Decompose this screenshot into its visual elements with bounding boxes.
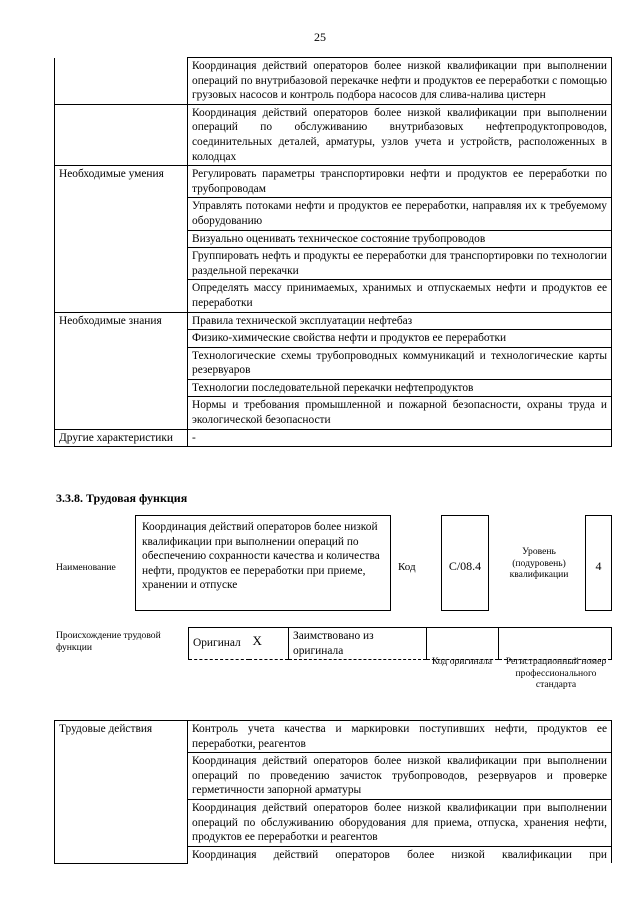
list-item: Координация действий операторов более низкой квалификации при выполнении операций по обслуживанию оборудования для приема, отпуска, хранения нефти, продуктов ее переработки и реагентов (188, 799, 612, 846)
list-item: Определять массу принимаемых, хранимых и отпускаемых нефти и продуктов ее переработки (188, 280, 612, 312)
reg-caption: Регистрационный номер профессионального стандарта (505, 656, 607, 690)
section-title: 3.3.8. Трудовая функция (56, 491, 188, 505)
list-item: Правила технической эксплуатации нефтебаз (188, 312, 612, 330)
code-box (441, 515, 489, 611)
list-item: Технологии последовательной перекачки нефтепродуктов (188, 379, 612, 397)
list-item: Визуально оценивать техническое состояние трубопроводов (188, 230, 612, 248)
code-caption: Код оригинала (431, 656, 493, 667)
original-mark: X (249, 628, 289, 660)
competency-table (54, 57, 612, 447)
level-value: 4 (595, 559, 602, 573)
list-item: Регулировать параметры транспортировки нефти и продуктов ее переработки по трубопроводам (188, 166, 612, 198)
list-item: Контроль учета качества и маркировки поступивших нефти, продуктов ее переработки, реагентов (188, 721, 612, 753)
table-cell-empty (55, 104, 188, 165)
knowledge-label: Необходимые знания (55, 312, 188, 429)
list-item: Физико-химические свойства нефти и продуктов ее переработки (188, 330, 612, 348)
code-value: С/08.4 (448, 559, 482, 573)
level-box (585, 515, 612, 611)
actions-table (54, 720, 612, 864)
reg-number-cell (499, 628, 612, 660)
table-row (55, 166, 612, 198)
table-row (55, 104, 612, 165)
list-item: Координация действий операторов более низкой квалификации при (188, 846, 612, 863)
list-item: Технологические схемы трубопроводных коммуникаций и технологические карты резервуаров (188, 347, 612, 379)
borrowed-label: Заимствовано из оригинала (289, 628, 427, 660)
table-row (55, 58, 612, 105)
list-item: Координация действий операторов более низкой квалификации при выполнении операций по обслуживанию внутрибазовых нефтепродуктопроводов, соединительных деталей, арматуры, узлов учета и устройств, расположенных в колодцах (188, 104, 612, 165)
name-label: Наименование (56, 562, 116, 573)
list-item: Координация действий операторов более низкой квалификации при выполнении операций по внутрибазовой перекачке нефти и продуктов ее переработки с помощью грузовых насосов и контроль подбора насосов для слива-налива цистерн (188, 58, 612, 105)
other-value: - (188, 429, 612, 447)
skills-label: Необходимые умения (55, 166, 188, 312)
origin-label: Происхождение трудовой функции (56, 630, 161, 653)
actions-label: Трудовые действия (55, 721, 188, 864)
list-item: Координация действий операторов более низкой квалификации при выполнении операций по проведению зачисток трубопроводов, резервуаров и проверке герметичности запорной арматуры (188, 753, 612, 800)
other-label: Другие характеристики (55, 429, 188, 447)
list-item: Группировать нефть и продукты ее переработки для транспортировки по технологии раздельной перекачки (188, 248, 612, 280)
name-value: Координация действий операторов более низкой квалификации при выполнении операций по обеспечению сохранности качества и количества нефти, продуктов ее переработки при приеме, хранении и отпуске (135, 515, 391, 611)
list-item: Нормы и требования промышленной и пожарной безопасности, охраны труда и экологической безопасности (188, 397, 612, 429)
table-row (55, 721, 612, 753)
code-label: Код (398, 561, 416, 573)
original-label: Оригинал (189, 628, 249, 660)
page-number: 25 (314, 30, 326, 44)
table-row (189, 628, 612, 660)
original-code-cell (427, 628, 499, 660)
level-label: Уровень (подуровень) квалификации (509, 546, 569, 580)
list-item: Управлять потоками нефти и продуктов ее переработки, направляя их к требуемому оборудованию (188, 198, 612, 230)
table-row (55, 429, 612, 447)
table-row (55, 312, 612, 330)
table-cell-empty (55, 58, 188, 105)
